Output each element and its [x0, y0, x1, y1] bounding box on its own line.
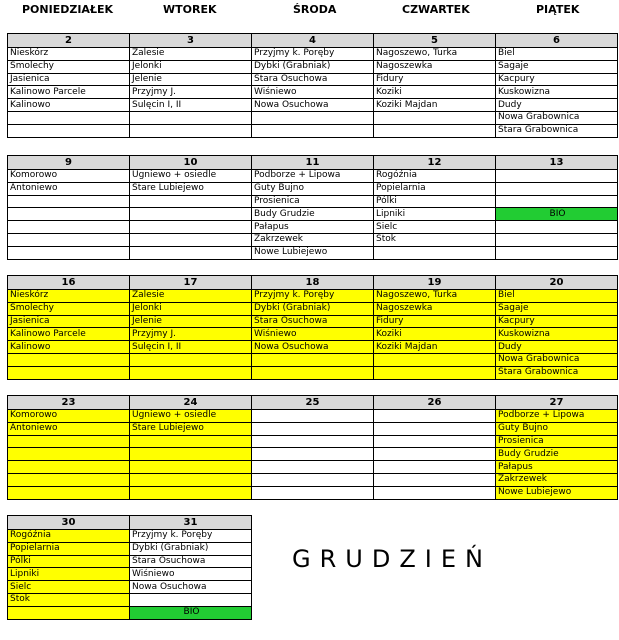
location-cell: Pałapus — [252, 221, 374, 234]
location-cell — [252, 410, 374, 423]
bio-cell: BIO — [130, 606, 252, 619]
location-cell: Koziki Majdan — [374, 341, 496, 354]
table-row — [8, 221, 618, 234]
date-cell: 31 — [130, 516, 252, 530]
location-cell — [130, 221, 252, 234]
date-cell: 17 — [130, 276, 252, 290]
location-cell — [130, 111, 252, 124]
location-cell — [252, 435, 374, 448]
day-monday: PONIEDZIAŁEK — [22, 3, 114, 16]
location-cell: Stara Osuchowa — [130, 555, 252, 568]
location-cell — [374, 461, 496, 474]
date-cell: 9 — [8, 156, 130, 170]
location-cell: Pałapus — [496, 461, 618, 474]
location-cell: Komorowo — [8, 170, 130, 183]
date-cell: 19 — [374, 276, 496, 290]
location-cell: Pólki — [374, 195, 496, 208]
location-cell: Smolechy — [8, 60, 130, 73]
location-cell: Jelonki — [130, 60, 252, 73]
date-cell: 12 — [374, 156, 496, 170]
location-cell — [374, 422, 496, 435]
location-cell — [374, 410, 496, 423]
date-cell: 3 — [130, 34, 252, 48]
location-cell: Kacpury — [496, 73, 618, 86]
date-row — [8, 34, 618, 48]
location-cell — [496, 233, 618, 246]
weekday-header — [0, 3, 619, 19]
location-cell: Przyjmy k. Poręby — [130, 530, 252, 543]
table-row — [8, 48, 618, 61]
week-table — [7, 33, 618, 138]
date-row — [8, 156, 618, 170]
location-cell: Dudy — [496, 341, 618, 354]
location-cell: Nowa Osuchowa — [252, 341, 374, 354]
location-cell: Nieskórz — [8, 48, 130, 61]
location-cell: Guty Bujno — [252, 182, 374, 195]
date-cell: 26 — [374, 396, 496, 410]
table-row — [8, 315, 618, 328]
location-cell: Pólki — [8, 555, 130, 568]
table-row — [8, 208, 618, 221]
location-cell — [8, 473, 130, 486]
location-cell: Nagoszewka — [374, 60, 496, 73]
date-cell: 23 — [8, 396, 130, 410]
location-cell: Dybki (Grabniak) — [252, 60, 374, 73]
location-cell: Kalinowo Parcele — [8, 86, 130, 99]
location-cell: Kalinowo — [8, 99, 130, 112]
table-row — [8, 473, 618, 486]
location-cell: Jasienica — [8, 73, 130, 86]
location-cell — [8, 221, 130, 234]
location-cell — [8, 208, 130, 221]
location-cell: Podborze + Lipowa — [496, 410, 618, 423]
date-cell: 5 — [374, 34, 496, 48]
date-row — [8, 516, 252, 530]
table-row — [8, 111, 618, 124]
location-cell — [374, 111, 496, 124]
location-cell: Rogóźnia — [8, 530, 130, 543]
date-cell: 6 — [496, 34, 618, 48]
date-cell: 30 — [8, 516, 130, 530]
table-row — [8, 568, 252, 581]
location-cell — [252, 124, 374, 137]
location-cell: Jelonki — [130, 302, 252, 315]
location-cell: Stara Osuchowa — [252, 315, 374, 328]
table-row — [8, 593, 252, 606]
location-cell — [496, 182, 618, 195]
location-cell — [130, 195, 252, 208]
location-cell — [374, 448, 496, 461]
table-row — [8, 124, 618, 137]
location-cell: Budy Grudzie — [252, 208, 374, 221]
table-row — [8, 60, 618, 73]
location-cell: Lipniki — [374, 208, 496, 221]
location-cell: Smolechy — [8, 302, 130, 315]
table-row — [8, 555, 252, 568]
day-tuesday: WTOREK — [163, 3, 217, 16]
location-cell: Kalinowo — [8, 341, 130, 354]
date-cell: 20 — [496, 276, 618, 290]
table-row — [8, 170, 618, 183]
day-friday: PIĄTEK — [536, 3, 580, 16]
location-cell — [374, 366, 496, 379]
location-cell: Komorowo — [8, 410, 130, 423]
location-cell — [130, 486, 252, 499]
location-cell: Nowa Grabownica — [496, 353, 618, 366]
week-table — [7, 155, 618, 260]
location-cell: Dybki (Grabniak) — [252, 302, 374, 315]
day-thursday: CZWARTEK — [402, 3, 470, 16]
location-cell — [8, 435, 130, 448]
location-cell: Stare Lubiejewo — [130, 422, 252, 435]
location-cell: Stare Lubiejewo — [130, 182, 252, 195]
date-cell: 13 — [496, 156, 618, 170]
table-row — [8, 435, 618, 448]
table-row — [8, 182, 618, 195]
location-cell: Popielarnia — [8, 542, 130, 555]
table-row — [8, 581, 252, 594]
location-cell: Przyjmy k. Poręby — [252, 48, 374, 61]
location-cell — [374, 124, 496, 137]
location-cell — [8, 111, 130, 124]
table-row — [8, 99, 618, 112]
location-cell: Antoniewo — [8, 422, 130, 435]
location-cell: Nagoszewo, Turka — [374, 48, 496, 61]
table-row — [8, 73, 618, 86]
location-cell — [130, 593, 252, 606]
location-cell: Nowa Osuchowa — [252, 99, 374, 112]
location-cell — [130, 353, 252, 366]
location-cell — [252, 353, 374, 366]
date-cell: 27 — [496, 396, 618, 410]
location-cell — [252, 422, 374, 435]
location-cell: Prosienica — [252, 195, 374, 208]
table-row — [8, 353, 618, 366]
location-cell: Antoniewo — [8, 182, 130, 195]
table-row — [8, 461, 618, 474]
date-cell: 4 — [252, 34, 374, 48]
location-cell — [252, 486, 374, 499]
location-cell — [496, 170, 618, 183]
location-cell: Budy Grudzie — [496, 448, 618, 461]
location-cell: Guty Bujno — [496, 422, 618, 435]
location-cell: Nowa Grabownica — [496, 111, 618, 124]
table-row — [8, 341, 618, 354]
location-cell: Przyjmy k. Poręby — [252, 290, 374, 303]
location-cell — [8, 353, 130, 366]
bio-cell: BIO — [496, 208, 618, 221]
table-row — [8, 410, 618, 423]
location-cell: Stara Osuchowa — [252, 73, 374, 86]
table-row — [8, 195, 618, 208]
location-cell — [130, 233, 252, 246]
date-cell: 18 — [252, 276, 374, 290]
location-cell: Sagaje — [496, 302, 618, 315]
location-cell — [252, 448, 374, 461]
table-row — [8, 302, 618, 315]
location-cell: Stok — [374, 233, 496, 246]
location-cell: Stara Grabownica — [496, 366, 618, 379]
location-cell — [130, 461, 252, 474]
location-cell: Fidury — [374, 315, 496, 328]
location-cell: Zakrzewek — [252, 233, 374, 246]
location-cell — [252, 111, 374, 124]
location-cell — [130, 473, 252, 486]
location-cell — [374, 473, 496, 486]
location-cell: Wiśniewo — [252, 86, 374, 99]
table-row — [8, 366, 618, 379]
date-cell: 2 — [8, 34, 130, 48]
location-cell — [496, 246, 618, 259]
table-row — [8, 542, 252, 555]
location-cell: Koziki — [374, 86, 496, 99]
location-cell — [130, 124, 252, 137]
date-cell: 25 — [252, 396, 374, 410]
location-cell — [496, 221, 618, 234]
date-cell: 11 — [252, 156, 374, 170]
table-row — [8, 233, 618, 246]
location-cell — [252, 473, 374, 486]
location-cell: Jelenie — [130, 73, 252, 86]
location-cell — [8, 366, 130, 379]
location-cell: Jelenie — [130, 315, 252, 328]
location-cell: Nieskórz — [8, 290, 130, 303]
location-cell: Nowe Lubiejewo — [496, 486, 618, 499]
location-cell: Dudy — [496, 99, 618, 112]
week-table — [7, 275, 618, 380]
location-cell: Stara Grabownica — [496, 124, 618, 137]
location-cell: Biel — [496, 290, 618, 303]
location-cell: Sagaje — [496, 60, 618, 73]
location-cell — [496, 195, 618, 208]
location-cell: Kacpury — [496, 315, 618, 328]
table-row — [8, 290, 618, 303]
location-cell: Wiśniewo — [130, 568, 252, 581]
table-row — [8, 328, 618, 341]
location-cell: Sulęcin I, II — [130, 99, 252, 112]
location-cell: Rogóźnia — [374, 170, 496, 183]
location-cell — [8, 124, 130, 137]
location-cell — [130, 435, 252, 448]
location-cell: Jasienica — [8, 315, 130, 328]
location-cell: Ugniewo + osiedle — [130, 410, 252, 423]
table-row — [8, 486, 618, 499]
location-cell — [252, 461, 374, 474]
location-cell: Sulęcin I, II — [130, 341, 252, 354]
location-cell: Wiśniewo — [252, 328, 374, 341]
location-cell: Podborze + Lipowa — [252, 170, 374, 183]
date-row — [8, 276, 618, 290]
day-wednesday: ŚRODA — [293, 3, 337, 16]
location-cell — [130, 448, 252, 461]
table-row — [8, 606, 252, 619]
location-cell — [374, 246, 496, 259]
location-cell: Fidury — [374, 73, 496, 86]
location-cell: Koziki — [374, 328, 496, 341]
location-cell: Zalesie — [130, 48, 252, 61]
date-cell: 24 — [130, 396, 252, 410]
location-cell — [8, 486, 130, 499]
location-cell: Kalinowo Parcele — [8, 328, 130, 341]
location-cell: Dybki (Grabniak) — [130, 542, 252, 555]
location-cell: Nowa Osuchowa — [130, 581, 252, 594]
location-cell — [8, 606, 130, 619]
location-cell: Ugniewo + osiedle — [130, 170, 252, 183]
location-cell — [374, 353, 496, 366]
location-cell: Lipniki — [8, 568, 130, 581]
location-cell: Nowe Lubiejewo — [252, 246, 374, 259]
location-cell — [8, 195, 130, 208]
location-cell: Stok — [8, 593, 130, 606]
date-row — [8, 396, 618, 410]
location-cell — [8, 246, 130, 259]
table-row — [8, 422, 618, 435]
location-cell: Prosienica — [496, 435, 618, 448]
week-table — [7, 515, 252, 620]
location-cell: Nagoszewka — [374, 302, 496, 315]
location-cell — [374, 486, 496, 499]
table-row — [8, 530, 252, 543]
location-cell: Zalesie — [130, 290, 252, 303]
location-cell — [130, 208, 252, 221]
location-cell: Kuskowizna — [496, 86, 618, 99]
location-cell — [130, 246, 252, 259]
location-cell: Przyjmy J. — [130, 86, 252, 99]
location-cell — [8, 448, 130, 461]
location-cell: Kuskowizna — [496, 328, 618, 341]
location-cell: Przyjmy J. — [130, 328, 252, 341]
location-cell — [8, 461, 130, 474]
table-row — [8, 246, 618, 259]
location-cell — [8, 233, 130, 246]
location-cell: Sielc — [8, 581, 130, 594]
table-row — [8, 448, 618, 461]
location-cell: Nagoszewo, Turka — [374, 290, 496, 303]
week-table — [7, 395, 618, 500]
location-cell — [374, 435, 496, 448]
location-cell: Biel — [496, 48, 618, 61]
location-cell: Koziki Majdan — [374, 99, 496, 112]
location-cell — [252, 366, 374, 379]
month-title: GRUDZIEŃ — [292, 545, 492, 573]
location-cell — [130, 366, 252, 379]
location-cell: Popielarnia — [374, 182, 496, 195]
location-cell: Sielc — [374, 221, 496, 234]
date-cell: 16 — [8, 276, 130, 290]
location-cell: Zakrzewek — [496, 473, 618, 486]
table-row — [8, 86, 618, 99]
date-cell: 10 — [130, 156, 252, 170]
